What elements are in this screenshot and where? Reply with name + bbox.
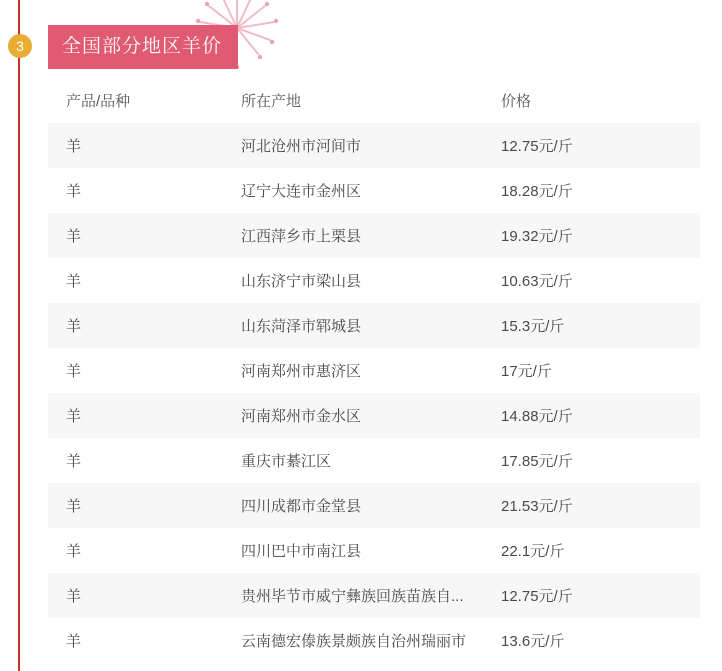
cell-origin: 四川成都市金堂县 [223,483,483,528]
cell-product: 羊 [48,528,223,573]
table-row [48,348,700,393]
cell-origin: 四川巴中市南江县 [223,528,483,573]
cell-price: 10.63元/斤 [483,258,700,303]
cell-origin: 河北沧州市河间市 [223,123,483,168]
cell-price: 17元/斤 [483,348,700,393]
sheep-price-table [48,78,700,663]
cell-origin: 辽宁大连市金州区 [223,168,483,213]
cell-price: 14.88元/斤 [483,393,700,438]
page-title: 全国部分地区羊价 [48,25,238,69]
table-row [48,618,700,663]
cell-price: 18.28元/斤 [483,168,700,213]
cell-origin: 江西萍乡市上栗县 [223,213,483,258]
cell-product: 羊 [48,573,223,618]
cell-origin: 河南郑州市惠济区 [223,348,483,393]
table-row [48,393,700,438]
column-header-product: 产品/品种 [48,78,223,123]
table-row [48,528,700,573]
cell-price: 12.75元/斤 [483,573,700,618]
column-header-price: 价格 [483,78,700,123]
cell-product: 羊 [48,168,223,213]
price-table-container [48,78,700,663]
column-header-origin: 所在产地 [223,78,483,123]
cell-product: 羊 [48,483,223,528]
cell-price: 17.85元/斤 [483,438,700,483]
left-accent-rail [18,0,20,671]
cell-origin: 云南德宏傣族景颇族自治州瑞丽市 [223,618,483,663]
cell-product: 羊 [48,303,223,348]
cell-price: 15.3元/斤 [483,303,700,348]
cell-product: 羊 [48,438,223,483]
table-row [48,438,700,483]
section-number-badge: 3 [8,34,32,58]
table-header [48,78,700,123]
table-row [48,303,700,348]
table-row [48,258,700,303]
cell-price: 21.53元/斤 [483,483,700,528]
table-header-row [48,78,700,123]
cell-price: 19.32元/斤 [483,213,700,258]
cell-origin: 贵州毕节市威宁彝族回族苗族自... [223,573,483,618]
cell-product: 羊 [48,258,223,303]
cell-origin: 山东济宁市梁山县 [223,258,483,303]
cell-price: 13.6元/斤 [483,618,700,663]
cell-price: 22.1元/斤 [483,528,700,573]
cell-product: 羊 [48,348,223,393]
table-row [48,483,700,528]
table-body [48,123,700,663]
cell-origin: 重庆市綦江区 [223,438,483,483]
cell-price: 12.75元/斤 [483,123,700,168]
table-row [48,123,700,168]
cell-product: 羊 [48,393,223,438]
cell-product: 羊 [48,618,223,663]
table-row [48,573,700,618]
cell-product: 羊 [48,123,223,168]
table-row [48,213,700,258]
table-row [48,168,700,213]
cell-origin: 河南郑州市金水区 [223,393,483,438]
cell-origin: 山东菏泽市郓城县 [223,303,483,348]
cell-product: 羊 [48,213,223,258]
